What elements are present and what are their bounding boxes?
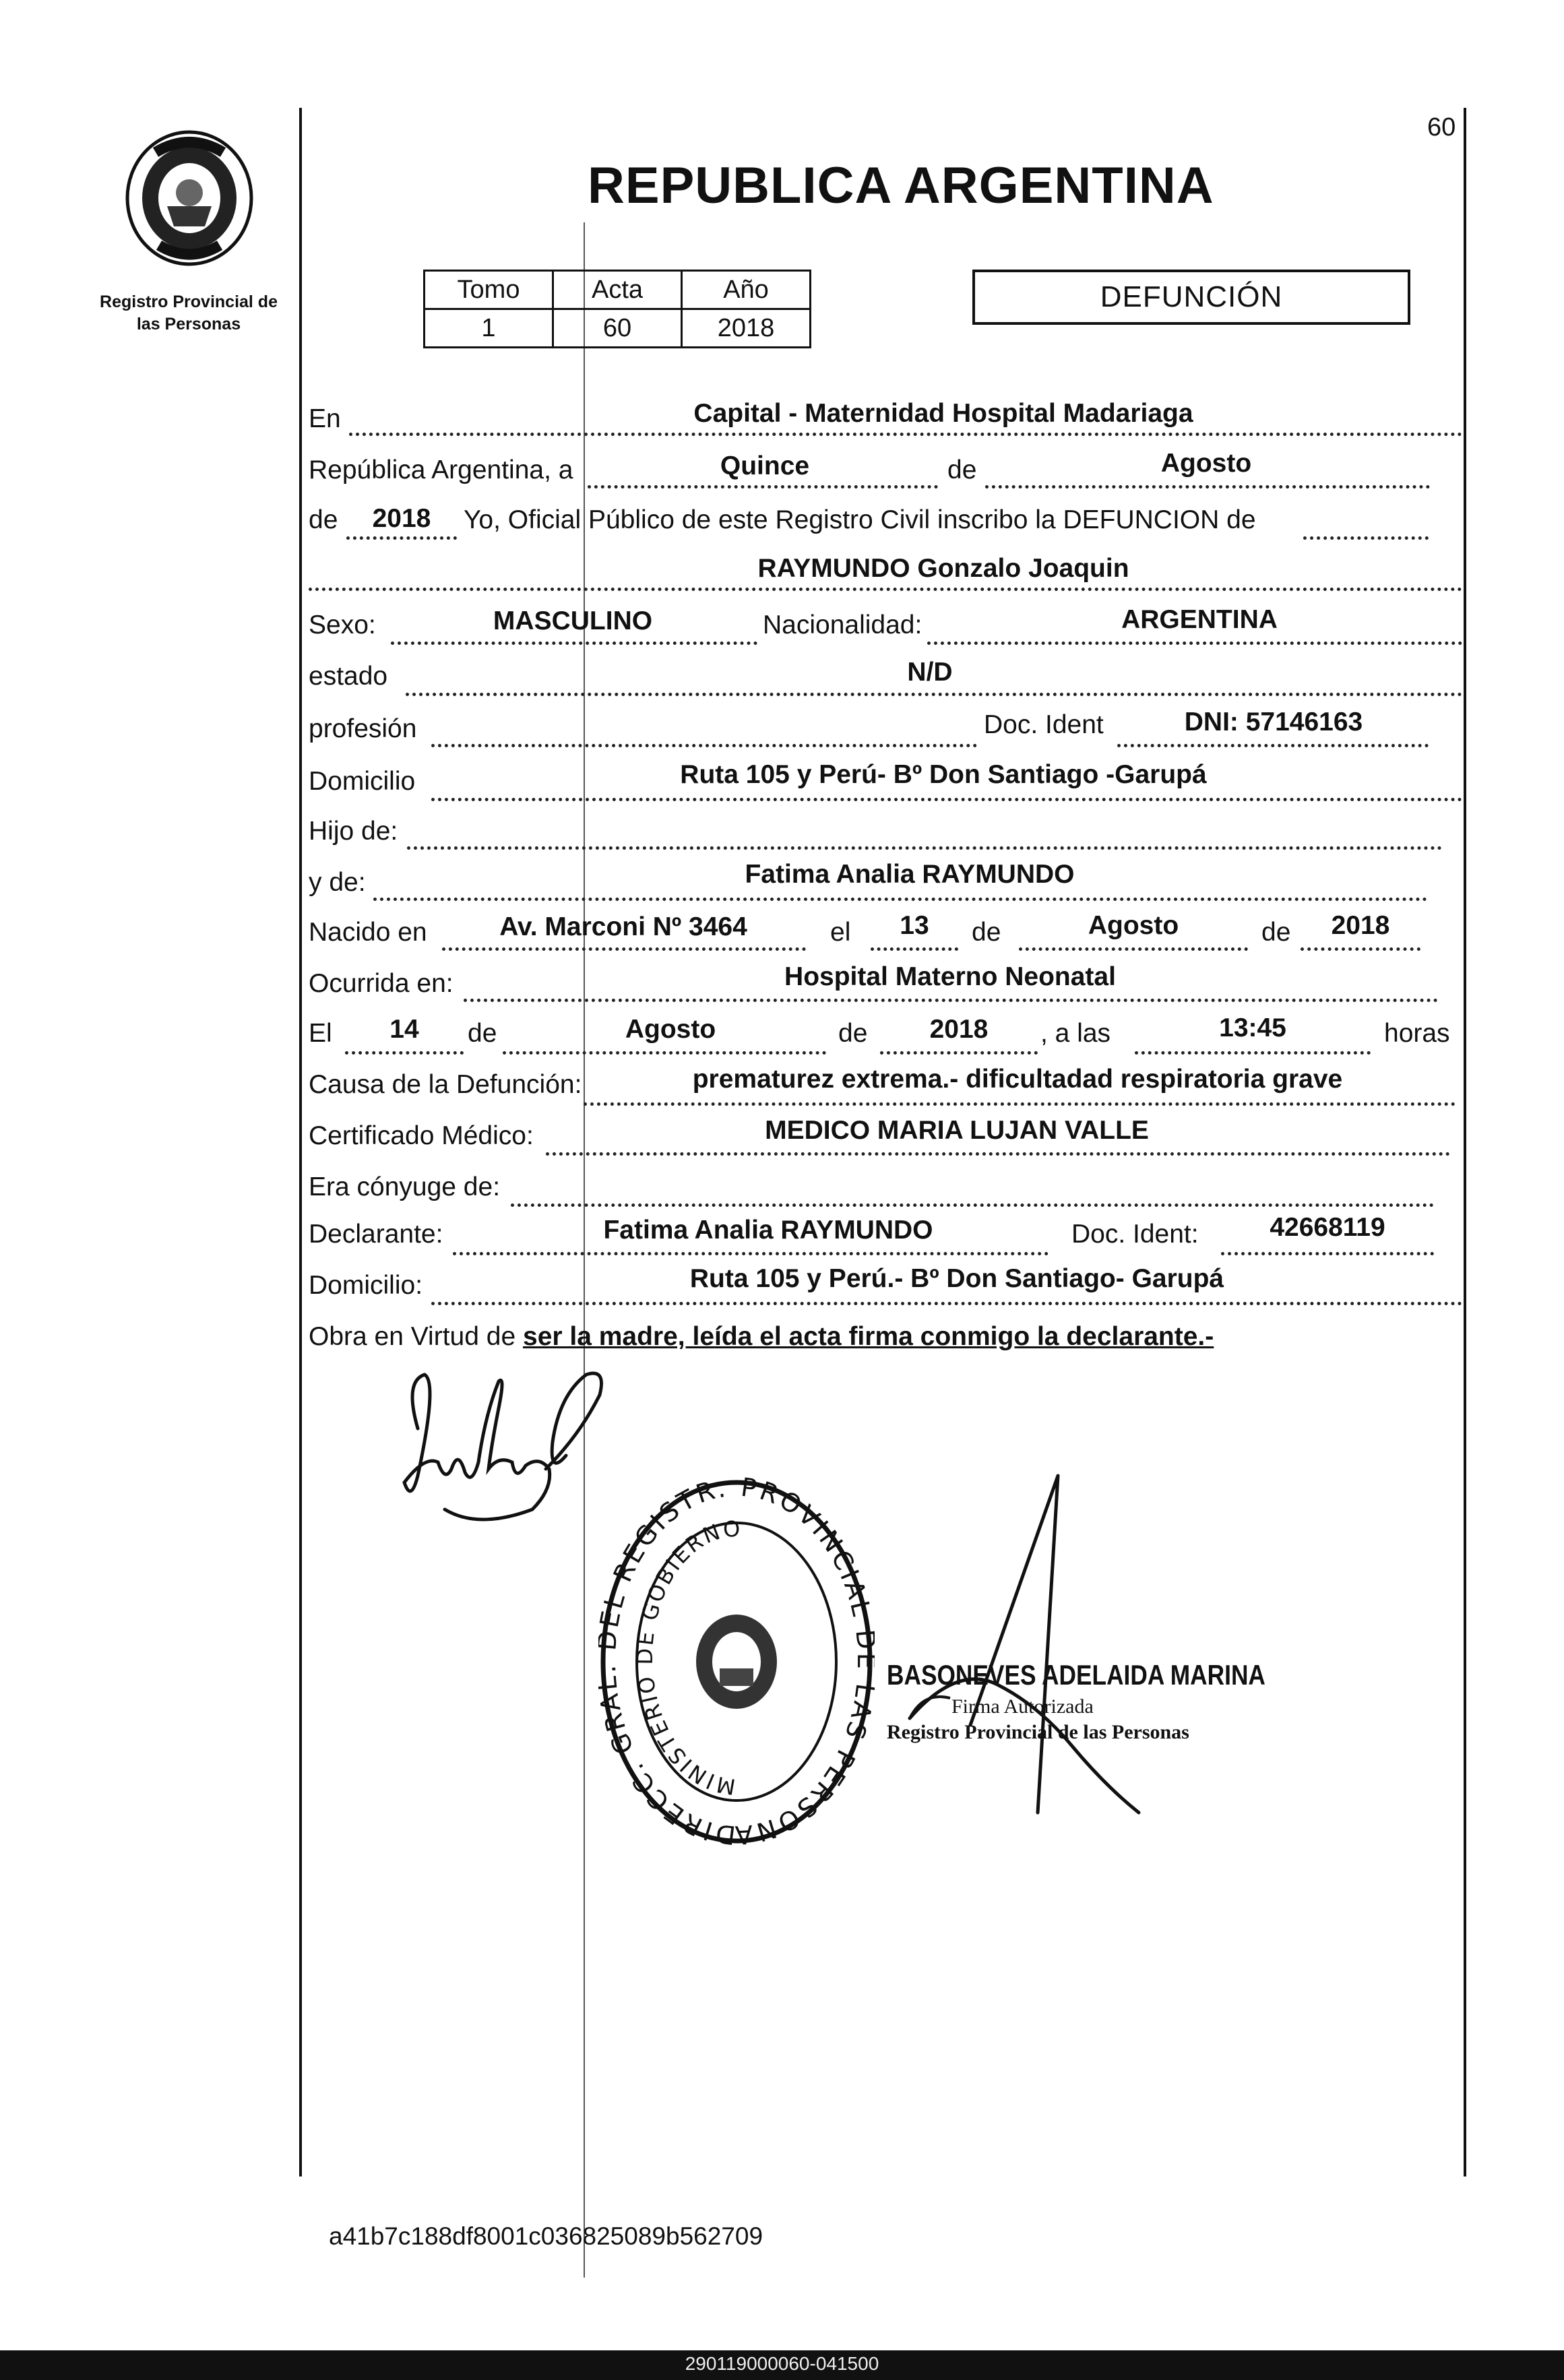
- doc-ident-value: DNI: 57146163: [1184, 708, 1363, 737]
- acta-header: Acta: [553, 271, 682, 309]
- registry-seal: [598, 1476, 875, 1848]
- dotted-line: [588, 485, 938, 489]
- dotted-line: [442, 947, 806, 951]
- dotted-line: [1301, 947, 1420, 951]
- estado-value: N/D: [907, 658, 953, 687]
- dotted-line: [373, 898, 1427, 901]
- de-label: de: [1261, 918, 1291, 947]
- de-label: de: [838, 1019, 868, 1048]
- domicilio-value: Ruta 105 y Perú- Bº Don Santiago -Garupá: [680, 760, 1207, 789]
- seal-outer-text: DIRECC. GR L REGISTR. PROVINCIAL AS PERSONA: [598, 1476, 875, 1848]
- officer-title: Firma Autorizada: [951, 1695, 1094, 1718]
- anio-header: Año: [682, 271, 811, 309]
- seal-inner-text: MINISTERIO DE GOBIERNO: [631, 1515, 743, 1800]
- horas-label: horas: [1384, 1019, 1450, 1048]
- death-day: 14: [389, 1015, 419, 1044]
- ocurrida-value: Hospital Materno Neonatal: [784, 962, 1116, 991]
- dotted-line: [1221, 1252, 1434, 1255]
- officer-stamp: [887, 1659, 1264, 1744]
- birth-year: 2018: [1331, 911, 1390, 940]
- footer-code: 290119000060-041500: [685, 2353, 879, 2374]
- yde-value: Fatima Analia RAYMUNDO: [745, 860, 1075, 889]
- officer-signature: [883, 1462, 1265, 1840]
- el-label: El: [309, 1019, 332, 1048]
- domicilio-value: Ruta 105 y Perú.- Bº Don Santiago- Garupá: [689, 1264, 1224, 1293]
- year-value: 2018: [372, 504, 431, 533]
- dotted-line: [511, 1203, 1434, 1207]
- dotted-line: [871, 947, 958, 951]
- causa-value: prematurez extrema.- dificultadad respiratoria grave: [692, 1065, 1343, 1094]
- volume-table: [423, 270, 811, 348]
- dotted-line: [1135, 1051, 1371, 1055]
- document-hash: a41b7c188df8001c036825089b562709: [329, 2222, 763, 2250]
- en-label: En: [309, 404, 341, 433]
- dotted-line: [345, 1051, 464, 1055]
- volume-table-header-row: [425, 271, 811, 309]
- deceased-name: RAYMUNDO Gonzalo Joaquin: [757, 554, 1129, 583]
- declarante-value: Fatima Analia RAYMUNDO: [603, 1216, 933, 1245]
- declarante-label: Declarante:: [309, 1220, 443, 1249]
- nacionalidad-value: ARGENTINA: [1121, 605, 1278, 634]
- birth-month: Agosto: [1088, 911, 1179, 940]
- registry-caption-line: Registro Provincial de: [100, 292, 278, 311]
- record-type-box: DEFUNCIÓN: [972, 270, 1410, 325]
- doc-ident-label: Doc. Ident:: [1071, 1220, 1199, 1249]
- dotted-line: [503, 1051, 826, 1055]
- yde-label: y de:: [309, 868, 366, 897]
- ocurrida-label: Ocurrida en:: [309, 969, 453, 998]
- dotted-line: [346, 536, 457, 540]
- dotted-line: [349, 433, 1462, 436]
- domicilio-label: Domicilio:: [309, 1271, 423, 1300]
- profesion-label: profesión: [309, 714, 417, 743]
- certificado-label: Certificado Médico:: [309, 1121, 534, 1150]
- statement-text: Yo, Oficial Público de este Registro Civil inscribo la DEFUNCION de: [464, 505, 1256, 534]
- obra-text: ser la madre, leída el acta firma conmigo la declarante.-: [523, 1322, 1214, 1351]
- doc-ident-label: Doc. Ident: [984, 710, 1104, 739]
- left-margin-line: [299, 108, 302, 2177]
- alas-label: , a las: [1040, 1019, 1111, 1048]
- de-label: de: [468, 1019, 497, 1048]
- officer-name: BASONEVES ADELAIDA MARINA: [887, 1659, 1265, 1691]
- de-label: de: [309, 505, 338, 534]
- dotted-line: [391, 641, 757, 645]
- death-time: 13:45: [1219, 1013, 1286, 1042]
- sexo-label: Sexo:: [309, 610, 376, 639]
- right-margin-line: [1464, 108, 1466, 2177]
- tomo-header: Tomo: [425, 271, 553, 309]
- dotted-line: [407, 846, 1442, 850]
- dotted-line: [927, 641, 1462, 645]
- month-value: Agosto: [1160, 449, 1252, 478]
- dotted-line: [431, 744, 977, 747]
- dotted-line: [464, 999, 1438, 1002]
- dotted-line: [406, 693, 1462, 696]
- dotted-line: [431, 798, 1462, 801]
- dotted-line: [431, 1302, 1462, 1305]
- declarante-doc: 42668119: [1270, 1213, 1385, 1242]
- republica-label: República Argentina, a: [309, 456, 573, 484]
- certificado-value: MEDICO MARIA LUJAN VALLE: [765, 1116, 1149, 1145]
- volume-table-value-row: [425, 309, 811, 348]
- nacido-value: Av. Marconi Nº 3464: [499, 912, 747, 941]
- dotted-line: [584, 1102, 1456, 1106]
- birth-day: 13: [900, 911, 929, 940]
- dotted-line: [1019, 947, 1248, 951]
- el-label: el: [830, 918, 851, 947]
- dotted-line: [453, 1252, 1049, 1255]
- page-number: 60: [1427, 113, 1456, 142]
- death-year: 2018: [929, 1015, 989, 1044]
- obra-prefix: Obra en Virtud de: [309, 1322, 516, 1351]
- dotted-line: [309, 588, 1462, 591]
- estado-label: estado: [309, 662, 388, 691]
- dotted-line: [985, 485, 1430, 489]
- page-title: REPUBLICA ARGENTINA: [588, 157, 1214, 214]
- en-value: Capital - Maternidad Hospital Madariaga: [693, 399, 1193, 428]
- de-label: de: [972, 918, 1001, 947]
- conyuge-label: Era cónyuge de:: [309, 1172, 501, 1201]
- hijo-label: Hijo de:: [309, 817, 398, 846]
- nacido-label: Nacido en: [309, 918, 427, 947]
- domicilio-label: Domicilio: [309, 767, 416, 796]
- dotted-line: [1303, 536, 1429, 540]
- anio-value: 2018: [682, 309, 811, 348]
- dotted-line: [1117, 744, 1429, 747]
- tomo-value: 1: [425, 309, 553, 348]
- death-month: Agosto: [625, 1015, 716, 1044]
- causa-label: Causa de la Defunción:: [309, 1070, 582, 1099]
- acta-value: 60: [553, 309, 682, 348]
- dotted-line: [880, 1051, 1038, 1055]
- sexo-value: MASCULINO: [493, 606, 653, 635]
- nacionalidad-label: Nacionalidad:: [763, 610, 922, 639]
- registry-caption-line: las Personas: [136, 315, 241, 334]
- de-label: de: [947, 456, 977, 484]
- dotted-line: [546, 1152, 1450, 1156]
- declarant-signature: [377, 1354, 633, 1536]
- registry-caption: [88, 291, 290, 336]
- officer-registry: Registro Provincial de las Personas: [887, 1721, 1189, 1743]
- day-word: Quince: [720, 451, 810, 480]
- obra-statement: [309, 1322, 1214, 1352]
